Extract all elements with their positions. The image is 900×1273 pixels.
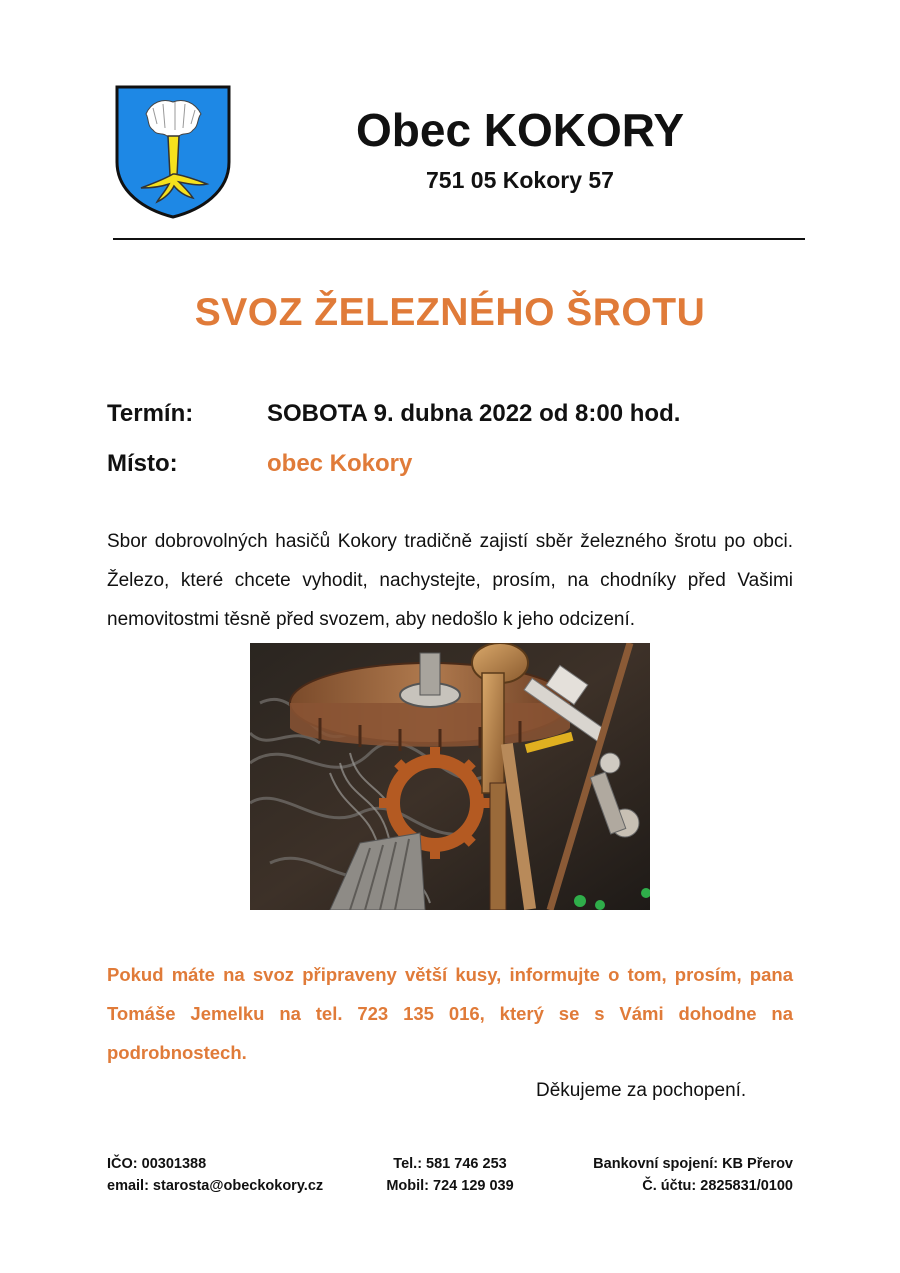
contact-notice: Pokud máte na svoz připraveny větší kusy, informujte o tom, prosím, pana Tomáše Jemelku na tel. 723 135 016, který se s Vámi dohodne na podrobnostech.	[107, 964, 793, 1063]
place-label: Místo:	[107, 450, 178, 477]
term-label: Termín:	[107, 400, 194, 427]
page-title: Obec KOKORY	[355, 104, 685, 156]
header-divider	[113, 238, 805, 240]
term-value: SOBOTA 9. dubna 2022 od 8:00 hod.	[267, 400, 681, 427]
footer-mobile: Mobil: 724 129 039	[386, 1178, 514, 1194]
footer-right	[560, 1153, 793, 1197]
municipality-address: 751 05 Kokory 57	[426, 167, 614, 193]
thanks-text: Děkujeme za pochopení.	[536, 1080, 747, 1101]
place-value: obec Kokory	[267, 450, 413, 477]
body-paragraph: Sbor dobrovolných hasičů Kokory tradičně zajistí sběr železného šrotu po obci. Železo, které chcete vyhodit, nachystejte, prosím, na chodníky před Vašimi nemovitostmi těsně před svozem, aby nedošlo k jeho odcizení.	[107, 531, 793, 630]
footer-bank: Bankovní spojení: KB Přerov	[593, 1156, 793, 1172]
footer-center	[360, 1153, 540, 1197]
footer-account: Č. účtu: 2825831/0100	[642, 1178, 793, 1194]
footer-left	[107, 1153, 323, 1197]
footer-email: email: starosta@obeckokory.cz	[107, 1178, 324, 1194]
coat-of-arms	[113, 84, 233, 220]
scrap-metal-photo	[250, 643, 650, 910]
footer-ico: IČO: 00301388	[107, 1156, 207, 1172]
footer-tel: Tel.: 581 746 253	[393, 1156, 507, 1172]
announcement-headline: SVOZ ŽELEZNÉHO ŠROTU	[194, 291, 706, 334]
municipal-coat-of-arms-icon	[113, 84, 233, 220]
